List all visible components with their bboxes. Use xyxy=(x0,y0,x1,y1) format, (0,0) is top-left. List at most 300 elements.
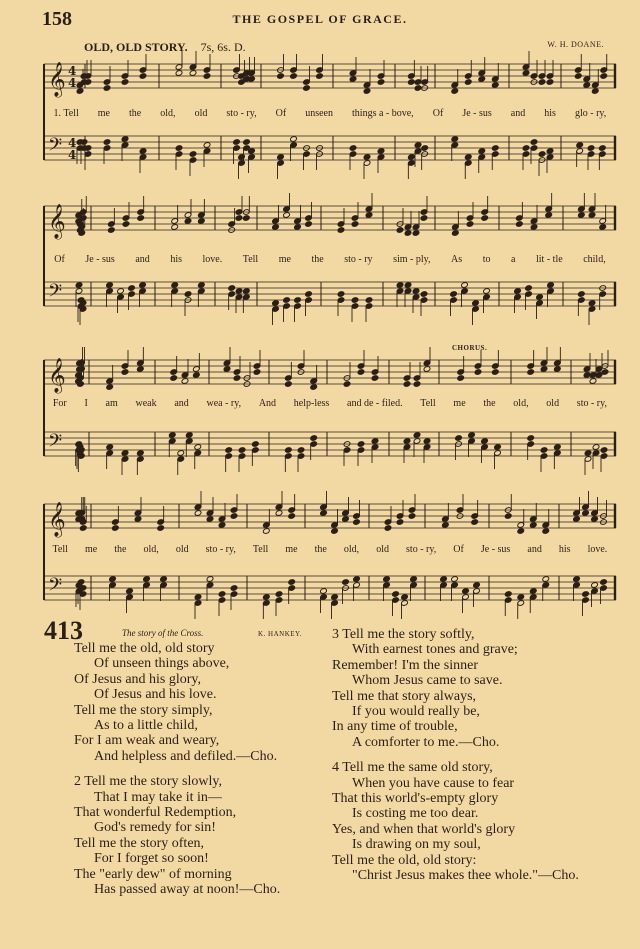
note-head xyxy=(122,221,130,228)
note-head xyxy=(184,291,192,298)
music-system-3 xyxy=(44,344,616,464)
note-head xyxy=(542,528,550,535)
note-head xyxy=(599,224,607,231)
note-head xyxy=(517,528,525,535)
note-head xyxy=(263,528,271,535)
note-head xyxy=(263,594,271,601)
note-head xyxy=(588,300,596,307)
bass-clef: 𝄢 xyxy=(48,281,63,306)
note-head xyxy=(137,215,145,222)
time-signature-bottom: 4 xyxy=(68,76,77,90)
verse-text: A comforter to me.—Cho. xyxy=(352,734,500,750)
lyric-syllable: and xyxy=(527,544,542,555)
note-head xyxy=(160,576,168,583)
note-head xyxy=(371,438,379,445)
note-head xyxy=(235,288,243,295)
note-head xyxy=(288,579,296,586)
running-head: THE GOSPEL OF GRACE. xyxy=(232,12,408,26)
note-head xyxy=(121,79,129,86)
note-head xyxy=(112,525,120,532)
music-system-1 xyxy=(44,58,616,168)
note-head xyxy=(494,444,502,451)
lyric-syllable: sim - ply, xyxy=(393,254,431,265)
note-head xyxy=(194,510,202,517)
note-head xyxy=(530,224,538,231)
verse-line xyxy=(74,687,280,702)
bass-clef: 𝄢 xyxy=(48,135,63,160)
note-head xyxy=(377,79,385,86)
note-head xyxy=(600,73,608,80)
time-signature-top: 4 xyxy=(68,64,77,78)
verse-text: Tell me that story always, xyxy=(332,688,477,704)
lyric-syllable: As xyxy=(451,254,463,265)
note-head xyxy=(137,450,145,457)
note-head xyxy=(198,282,206,289)
note-head xyxy=(451,576,459,583)
note-head xyxy=(77,579,85,586)
lyric-syllable: And xyxy=(258,398,277,409)
verse-line xyxy=(332,822,579,837)
verse-line xyxy=(74,882,280,897)
note-head xyxy=(384,525,392,532)
note-head xyxy=(351,297,359,304)
verse-text: With earnest tones and grave; xyxy=(352,642,518,658)
lyric-syllable: Je - sus xyxy=(462,108,492,119)
note-head xyxy=(238,154,246,161)
lyric-syllable: old xyxy=(175,544,189,555)
lyric-syllable: his xyxy=(558,544,571,555)
note-head xyxy=(225,447,233,454)
verse-line xyxy=(74,867,280,882)
note-head xyxy=(545,212,553,219)
note-head xyxy=(310,435,318,442)
note-head xyxy=(461,282,469,289)
time-signature-top: 4 xyxy=(68,136,77,150)
verse-text: As to a little child, xyxy=(94,718,198,734)
note-head xyxy=(483,288,491,295)
note-head xyxy=(349,145,357,152)
note-head xyxy=(353,576,361,583)
note-head xyxy=(103,85,111,92)
note-head xyxy=(440,576,448,583)
note-head xyxy=(177,450,185,457)
note-head xyxy=(223,366,231,373)
lyric-syllable: his xyxy=(544,108,556,119)
note-head xyxy=(583,82,591,89)
note-head xyxy=(194,594,202,601)
note-head xyxy=(75,282,83,289)
tune-name: OLD, OLD STORY. xyxy=(84,40,188,54)
note-head xyxy=(464,154,472,161)
note-head xyxy=(442,522,450,529)
note-head xyxy=(185,432,193,439)
note-head xyxy=(457,375,465,382)
note-head xyxy=(530,139,538,146)
verse-text: Is drawing on my soul, xyxy=(352,837,481,853)
note-head xyxy=(351,221,359,228)
lyric-syllable: child, xyxy=(583,254,606,265)
verse-line xyxy=(332,806,579,821)
lyric-syllable: Of xyxy=(432,108,444,119)
note-head xyxy=(103,139,111,146)
note-head xyxy=(589,378,597,385)
verse-text: Tell me the story simply, xyxy=(74,702,213,718)
hymn-author: K. HANKEY. xyxy=(258,630,302,638)
note-head xyxy=(218,522,226,529)
note-head xyxy=(357,441,365,448)
note-head xyxy=(235,215,243,222)
composer: W. H. DOANE. xyxy=(547,40,604,49)
note-head xyxy=(275,510,283,517)
note-head xyxy=(233,375,241,382)
note-head xyxy=(466,221,474,228)
lyric-syllable: and de - filed. xyxy=(347,398,403,409)
lyric-syllable: lit - tle xyxy=(536,254,563,265)
lyric-syllable: a xyxy=(511,254,516,265)
note-head xyxy=(471,519,479,526)
verse-line xyxy=(332,689,579,704)
note-head xyxy=(76,88,84,95)
verse-text: That I may take it in— xyxy=(94,789,222,805)
note-head xyxy=(121,369,129,376)
lyric-syllable: old xyxy=(376,544,389,555)
note-head xyxy=(420,291,428,298)
verse-line xyxy=(74,790,280,805)
note-head xyxy=(547,282,555,289)
note-head xyxy=(542,576,550,583)
verse-line xyxy=(332,853,579,868)
time-signature-bottom: 4 xyxy=(68,148,77,162)
lyric-syllable: Of xyxy=(453,544,464,555)
note-head xyxy=(525,285,533,292)
note-head xyxy=(137,366,145,373)
verse-text: God's remedy for sin! xyxy=(94,820,216,836)
note-head xyxy=(181,378,189,385)
note-head xyxy=(516,221,524,228)
note-head xyxy=(139,148,147,155)
note-head xyxy=(365,297,373,304)
lyric-syllable: Je - sus xyxy=(480,544,511,555)
note-head xyxy=(474,369,482,376)
lyric-syllable: old xyxy=(546,398,560,409)
note-head xyxy=(285,447,293,454)
note-head xyxy=(285,381,293,388)
lyric-syllable: old, xyxy=(143,544,159,555)
note-head xyxy=(481,438,489,445)
note-head xyxy=(408,513,416,520)
note-head xyxy=(371,375,379,382)
note-head xyxy=(243,215,251,222)
note-head xyxy=(529,522,537,529)
music-system-4 xyxy=(44,498,616,608)
note-head xyxy=(168,432,176,439)
lyric-syllable: I xyxy=(84,398,88,409)
lyric-syllable: 1. Tell xyxy=(53,108,79,119)
note-head xyxy=(599,145,607,152)
note-head xyxy=(582,591,590,598)
note-head xyxy=(203,73,211,80)
bass-clef: 𝄢 xyxy=(48,431,63,456)
note-head xyxy=(540,366,548,373)
lyric-syllable: unseen xyxy=(305,108,333,119)
lyric-syllable: things a - bove, xyxy=(352,108,414,119)
note-head xyxy=(316,73,324,80)
note-head xyxy=(310,384,318,391)
verse-line xyxy=(74,672,280,687)
note-head xyxy=(337,291,345,298)
note-head xyxy=(578,291,586,298)
verse-number: 2 xyxy=(74,774,85,790)
note-head xyxy=(121,136,129,143)
note-head xyxy=(294,224,302,231)
note-head xyxy=(342,579,350,586)
note-head xyxy=(527,435,535,442)
note-head xyxy=(401,594,409,601)
lyric-syllable: me xyxy=(453,398,466,409)
lyric-syllable: and xyxy=(510,108,526,119)
lyric-syllable: old, xyxy=(343,544,360,555)
verse-text: That this world's-empty glory xyxy=(332,791,499,807)
note-head xyxy=(514,288,522,295)
note-head xyxy=(275,591,283,598)
note-head xyxy=(403,438,411,445)
note-head xyxy=(252,441,260,448)
stanza-column-right xyxy=(332,627,579,884)
note-head xyxy=(283,212,291,219)
note-head xyxy=(576,142,584,149)
hymn-subtitle: The story of the Cross. xyxy=(122,628,204,638)
verse-text: Whom Jesus came to save. xyxy=(352,673,503,689)
note-head xyxy=(117,288,125,295)
note-head xyxy=(283,297,291,304)
note-head xyxy=(588,212,596,219)
note-head xyxy=(194,444,202,451)
note-head xyxy=(106,384,114,391)
verse-number: 3 xyxy=(332,627,343,642)
note-head xyxy=(504,513,512,520)
note-head xyxy=(206,576,214,583)
lyric-syllable: me xyxy=(97,108,110,119)
lyric-syllable: weak xyxy=(135,398,157,409)
chorus-label: CHORUS. xyxy=(452,344,488,352)
note-head xyxy=(491,82,499,89)
note-head xyxy=(472,300,480,307)
note-head xyxy=(546,148,554,155)
note-head xyxy=(106,444,114,451)
lyric-syllable: sto - ry, xyxy=(406,544,437,555)
note-head xyxy=(203,142,211,149)
verse-text: Has passed away at noon!—Cho. xyxy=(94,882,281,898)
lyric-syllable: sto - ry, xyxy=(205,544,236,555)
note-head xyxy=(290,73,298,80)
note-head xyxy=(538,151,546,158)
lyric-syllable: Je - sus xyxy=(85,254,115,265)
verse-text: When you have cause to fear xyxy=(352,775,515,791)
note-head xyxy=(253,369,261,376)
note-head xyxy=(233,139,241,146)
page-number: 158 xyxy=(42,8,72,30)
lyric-syllable: old, xyxy=(513,398,529,409)
note-head xyxy=(139,282,147,289)
lyric-syllable: Of xyxy=(54,254,65,265)
note-head xyxy=(228,285,236,292)
note-head xyxy=(423,438,431,445)
note-head xyxy=(243,139,251,146)
note-head xyxy=(408,154,416,161)
note-head xyxy=(546,79,554,86)
note-head xyxy=(554,444,562,451)
verse-line xyxy=(332,837,579,852)
verse-text: In any time of trouble, xyxy=(332,719,458,735)
note-head xyxy=(450,291,458,298)
note-head xyxy=(420,215,428,222)
note-head xyxy=(536,294,544,301)
note-head xyxy=(522,145,530,152)
verse-line xyxy=(74,749,280,764)
note-head xyxy=(464,79,472,86)
lyric-syllable: and xyxy=(174,398,189,409)
verse-text: Of unseen things above, xyxy=(94,656,230,672)
note-head xyxy=(363,154,371,161)
note-head xyxy=(377,148,385,155)
note-head xyxy=(230,513,238,520)
verse-line xyxy=(332,760,579,775)
verse-text: Tell me the story slowly, xyxy=(84,774,222,790)
note-head xyxy=(574,73,582,80)
note-head xyxy=(481,215,489,222)
note-head xyxy=(294,297,302,304)
note-head xyxy=(171,224,179,231)
note-head xyxy=(157,525,165,532)
note-head xyxy=(517,594,525,601)
note-head xyxy=(238,447,246,454)
verse-text: That wonderful Redemption, xyxy=(74,805,237,821)
note-head xyxy=(414,85,422,92)
note-head xyxy=(478,76,486,83)
treble-clef: 𝄞 xyxy=(48,204,66,239)
lyric-syllable: wea - ry, xyxy=(206,398,242,409)
verse-line xyxy=(74,774,280,789)
lyric-syllable: am xyxy=(105,398,118,409)
treble-clef: 𝄞 xyxy=(48,502,66,537)
note-head xyxy=(540,447,548,454)
note-head xyxy=(538,79,546,86)
lyric-syllable: For xyxy=(52,398,67,409)
lyric-syllable: the xyxy=(129,108,142,119)
treble-clef: 𝄞 xyxy=(48,62,66,97)
note-head xyxy=(396,282,404,289)
note-head xyxy=(413,381,421,388)
stanza-gap xyxy=(74,764,280,774)
verse-line xyxy=(74,656,280,671)
verse-text: If you would really be, xyxy=(352,704,480,720)
bass-clef: 𝄢 xyxy=(48,575,63,600)
note-head xyxy=(451,88,459,95)
note-head xyxy=(404,282,412,289)
verse-text: Of Jesus and his love. xyxy=(94,687,217,703)
verse-number: 4 xyxy=(332,760,343,776)
note-head xyxy=(478,148,486,155)
note-head xyxy=(455,435,463,442)
note-head xyxy=(272,224,280,231)
note-head xyxy=(272,300,280,307)
verse-text: And helpless and defiled.—Cho. xyxy=(94,748,278,764)
note-head xyxy=(189,151,197,158)
note-head xyxy=(591,582,599,589)
note-head xyxy=(303,85,311,92)
verse-line xyxy=(74,703,280,718)
note-head xyxy=(392,591,400,598)
note-head xyxy=(218,591,226,598)
tune-title xyxy=(84,40,246,55)
note-head xyxy=(198,218,206,225)
staff-pair-3 xyxy=(44,354,616,464)
verse-line xyxy=(74,851,280,866)
verse-line xyxy=(74,820,280,835)
lyric-syllable: me xyxy=(278,254,291,265)
note-head xyxy=(413,432,421,439)
lyric-syllable: old xyxy=(194,108,208,119)
lyric-syllable: sto - ry, xyxy=(226,108,257,119)
note-head xyxy=(331,594,339,601)
lyric-syllable: glo - ry, xyxy=(574,108,607,119)
note-head xyxy=(468,432,476,439)
note-head xyxy=(128,285,136,292)
verse-text: Yes, and when that world's glory xyxy=(332,821,516,837)
lyric-syllable: Tell xyxy=(52,544,68,555)
stanza-gap xyxy=(332,750,579,760)
note-head xyxy=(412,288,420,295)
lyric-line-3 xyxy=(44,398,616,409)
note-head xyxy=(423,366,431,373)
note-head xyxy=(297,447,305,454)
note-head xyxy=(403,381,411,388)
note-head xyxy=(320,510,328,517)
note-head xyxy=(522,70,530,77)
verse-line xyxy=(332,673,579,688)
note-head xyxy=(290,136,298,143)
note-head xyxy=(288,513,296,520)
note-head xyxy=(573,516,581,523)
note-head xyxy=(337,227,345,234)
verse-line xyxy=(332,868,579,883)
music-system-2 xyxy=(44,200,616,310)
verse-line xyxy=(332,791,579,806)
verse-text: Is costing me too dear. xyxy=(352,806,479,822)
note-head xyxy=(121,450,129,457)
lyric-line-1 xyxy=(44,108,616,119)
lyric-syllable: Tell xyxy=(242,254,259,265)
note-head xyxy=(412,230,420,237)
note-head xyxy=(462,588,470,595)
lyric-syllable: the xyxy=(314,544,327,555)
note-head xyxy=(126,588,134,595)
lyric-syllable: Of xyxy=(275,108,287,119)
lyric-syllable: the xyxy=(114,544,127,555)
note-head xyxy=(383,576,391,583)
lyric-line-2 xyxy=(44,254,616,265)
note-head xyxy=(357,369,365,376)
note-head xyxy=(143,576,151,583)
note-head xyxy=(343,381,351,388)
verse-line xyxy=(74,836,280,851)
stanza-column-left xyxy=(74,641,280,898)
note-head xyxy=(170,375,178,382)
verse-line xyxy=(74,641,280,656)
note-head xyxy=(109,576,117,583)
lyric-syllable: love. xyxy=(587,544,608,555)
note-head xyxy=(134,516,142,523)
